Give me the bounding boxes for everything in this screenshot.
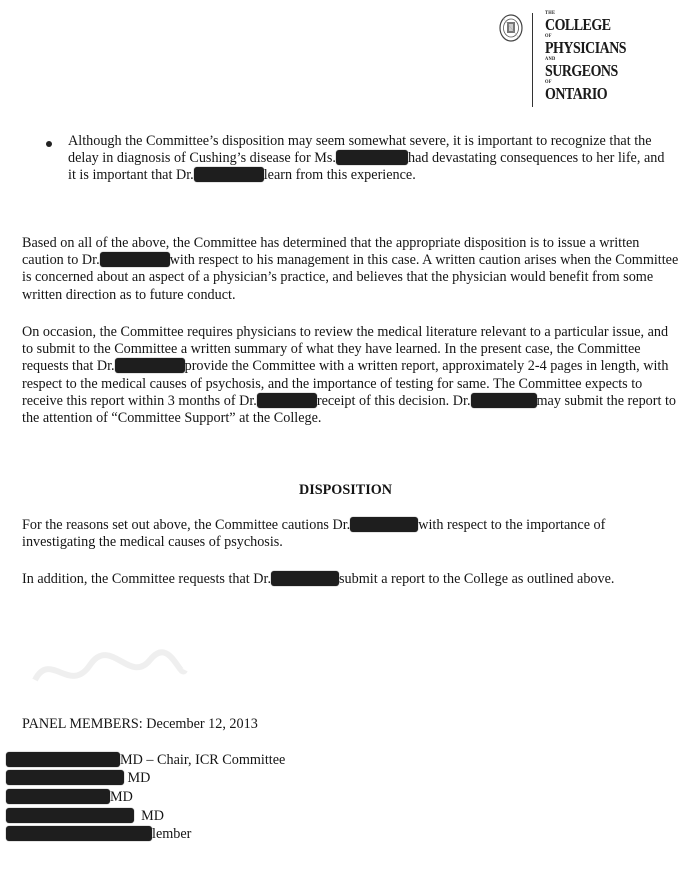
body-paragraph: In addition, the Committee requests that Dr. submit a report to the College as outlined above. <box>22 571 615 587</box>
redaction <box>6 752 120 767</box>
college-seal-icon <box>499 14 523 42</box>
panel-member: MD <box>6 808 164 825</box>
bullet-icon <box>46 141 52 147</box>
redaction <box>115 358 185 373</box>
redaction <box>6 770 124 785</box>
redaction <box>100 252 170 267</box>
bullet-paragraph: Although the Committee’s disposition may seem somewhat severe, it is important to recognize that the delay in diagnosis of Cushing’s disease for Ms. had devastating consequences to her life, and it is important that Dr. learn from this experience. <box>68 133 665 184</box>
redaction <box>271 571 339 586</box>
body-paragraph: For the reasons set out above, the Committee cautions Dr. with respect to the importance of investigating the medical causes of psychosis. <box>22 517 606 551</box>
redaction <box>194 167 264 182</box>
panel-member: MD – Chair, ICR Committee <box>6 752 285 769</box>
logo-divider <box>532 13 533 107</box>
body-paragraph: Based on all of the above, the Committee has determined that the appropriate disposition is to issue a written caution to Dr. with respect to his management in this case. A written caution arises when the Committee is concerned about an aspect of a physician’s practice, and believes that the physician would benefit from some written direction as to future conduct. <box>22 235 679 303</box>
signature-smudge <box>30 640 190 700</box>
redaction <box>6 789 110 804</box>
section-heading: DISPOSITION <box>298 482 393 498</box>
redaction <box>257 393 317 408</box>
redaction <box>471 393 537 408</box>
college-logo: THE COLLEGE OF PHYSICIANS AND SURGEONS OF ONTARIO <box>545 10 627 103</box>
redaction <box>336 150 408 165</box>
panel-member: MD <box>6 770 150 787</box>
panel-member: MD <box>6 789 133 806</box>
body-paragraph: On occasion, the Committee requires physicians to review the medical literature relevant to a particular issue, and to submit to the Committee a written summary of what they have learned. In the present case, the Committee requests that Dr. provide the Committee with a written report, approximately 2-4 pages in length, with respect to the medical causes of psychosis, and the importance of testing for same. The Committee expects to receive this report within 3 months of Dr. receipt of this decision. Dr. may submit the report to the attention of “Committee Support” at the College. <box>22 324 677 427</box>
panel-members-header: PANEL MEMBERS: December 12, 2013 <box>22 716 258 732</box>
panel-member: lember <box>6 826 191 843</box>
redaction <box>350 517 418 532</box>
redaction <box>6 826 152 841</box>
redaction <box>6 808 134 823</box>
